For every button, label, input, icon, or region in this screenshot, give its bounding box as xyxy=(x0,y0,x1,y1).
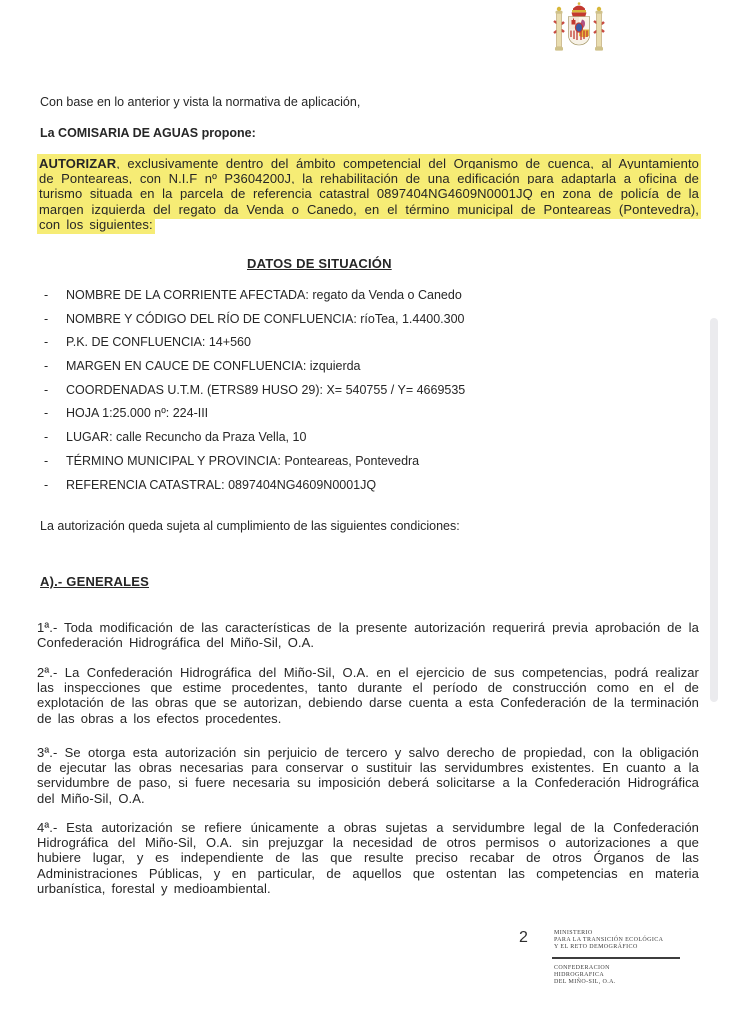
clause-4: 4ª.- Esta autorización se refiere únicamente a obras sujetas a servidumbre legal de la Confederación Hidrográfica del Miño-Sil, O.A. sin prejuzgar la necesidad de otros permisos o autorizaciones a que hubiere lugar, y es independiente de las que resulte preciso recabar de otros Órganos de las Administraciones Públicas, y en particular, de aquellos que ostentan las competencias en materia urbanística, forestal y medioambiental. xyxy=(37,820,699,896)
datos-situacion-list xyxy=(44,288,684,501)
list-item-text: HOJA 1:25.000 nº: 224-III xyxy=(66,406,209,421)
confederacion-line: HIDROGRAFICA xyxy=(554,972,605,978)
list-item xyxy=(44,454,684,469)
list-item xyxy=(44,478,684,493)
authorization-lead: AUTORIZAR xyxy=(39,156,117,171)
generales-section-heading: A).- GENERALES xyxy=(40,574,149,589)
clause-2: 2ª.- La Confederación Hidrográfica del Miño-Sil, O.A. en el ejercicio de sus competencias, podrá realizar las inspecciones que estime procedentes, tanto durante el período de construcción como en el de explotación de las obras que se autorizan, debiendo darse cuenta a esta Confederación de la terminación de las obras a los efectos procedentes. xyxy=(37,665,699,726)
ministry-line: PARA LA TRANSICIÓN ECOLÓGICA xyxy=(554,937,664,943)
list-item xyxy=(44,312,684,327)
conditions-intro: La autorización queda sujeta al cumplimiento de las siguientes condiciones: xyxy=(40,519,460,533)
list-item-text: NOMBRE Y CÓDIGO DEL RÍO DE CONFLUENCIA: ríoTea, 1.4400.300 xyxy=(66,311,465,326)
datos-situacion-heading: DATOS DE SITUACIÓN xyxy=(247,256,392,271)
dash-bullet: - xyxy=(44,477,49,492)
list-item-text: P.K. DE CONFLUENCIA: 14+560 xyxy=(66,335,251,350)
list-item xyxy=(44,430,684,445)
dash-bullet: - xyxy=(44,406,49,421)
dash-bullet: - xyxy=(44,311,49,326)
list-item xyxy=(44,383,684,398)
list-item xyxy=(44,406,684,421)
list-item-text: COORDENADAS U.T.M. (ETRS89 HUSO 29): X= 540755 / Y= 4669535 xyxy=(66,382,466,397)
confederacion-line: DEL MIÑO-SIL, O.A. xyxy=(554,979,616,985)
page-number: 2 xyxy=(519,929,528,946)
dash-bullet: - xyxy=(44,288,49,302)
dash-bullet: - xyxy=(44,359,49,374)
dash-bullet: - xyxy=(44,335,49,350)
ministry-line: MINISTERIO xyxy=(554,930,593,936)
footer-divider xyxy=(552,957,680,959)
ministry-block xyxy=(554,930,663,951)
list-item xyxy=(44,335,684,350)
authorization-body: , exclusivamente dentro del ámbito competencial del Organismo de cuenca, al Ayuntamiento de Ponteareas, con N.I.F nº P3604200J, la rehabilitación de una edificación para adaptarla a oficina de turismo situada en la parcela de referencia catastral 0897404NG4609N0001JQ en zona de policía de la margen izquierda del regato da Venda o Canedo, en el término municipal de Ponteareas (Pontevedra), con los siguientes: xyxy=(39,156,699,232)
list-item xyxy=(44,288,684,303)
clause-1: 1ª.- Toda modificación de las características de la presente autorización requerirá previa aprobación de la Confederación Hidrográfica del Miño-Sil, O.A. xyxy=(37,620,699,651)
dash-bullet: - xyxy=(44,430,49,445)
intro-line: Con base en lo anterior y vista la normativa de aplicación, xyxy=(40,95,361,109)
confederacion-block xyxy=(554,965,616,986)
list-item-text: REFERENCIA CATASTRAL: 0897404NG4609N0001JQ xyxy=(66,477,377,492)
list-item-text: LUGAR: calle Recuncho da Praza Vella, 10 xyxy=(66,430,307,445)
clause-3: 3ª.- Se otorga esta autorización sin perjuicio de tercero y salvo derecho de propiedad, con la obligación de ejecutar las obras necesarias para conservar o sustituir las servidumbres existentes. En cuanto a la servidumbre de paso, si fuere necesaria su imposición deberá solicitarse a la Confederación Hidrográfica del Miño-Sil, O.A. xyxy=(37,745,699,806)
authorization-paragraph xyxy=(37,156,701,232)
spain-coat-of-arms-svg xyxy=(552,1,606,58)
dash-bullet: - xyxy=(44,453,49,468)
list-item-text: MARGEN EN CAUCE DE CONFLUENCIA: izquierda xyxy=(66,359,361,374)
list-item-text: NOMBRE DE LA CORRIENTE AFECTADA: regato da Venda o Canedo xyxy=(66,288,462,302)
scrollbar-thumb[interactable] xyxy=(710,318,718,702)
confederacion-line: CONFEDERACION xyxy=(554,965,610,971)
list-item-text: TÉRMINO MUNICIPAL Y PROVINCIA: Ponteareas, Pontevedra xyxy=(66,453,420,468)
dash-bullet: - xyxy=(44,382,49,397)
comisaria-propone-line: La COMISARIA DE AGUAS propone: xyxy=(40,126,256,140)
highlighted-text xyxy=(37,154,701,234)
ministry-line: Y EL RETO DEMOGRÁFICO xyxy=(554,944,638,950)
spain-coat-of-arms-icon xyxy=(552,1,606,58)
list-item xyxy=(44,359,684,374)
